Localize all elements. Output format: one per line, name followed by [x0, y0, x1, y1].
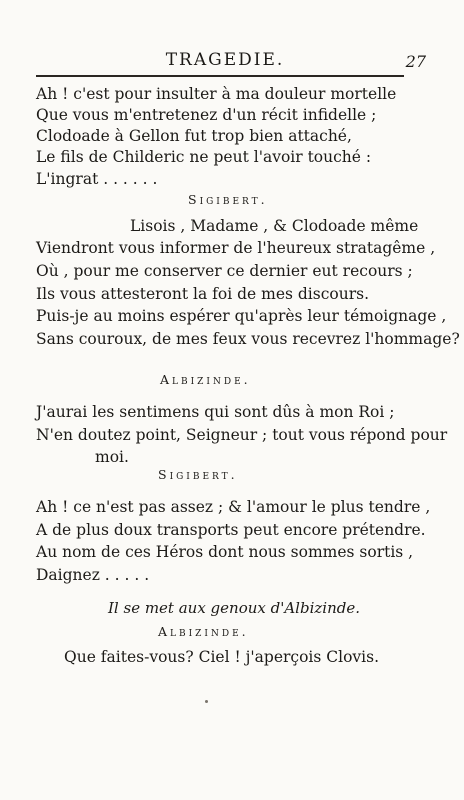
verse-line: Que faites-vous? Ciel ! j'aperçois Clovis. — [64, 648, 380, 666]
verse-line: Ils vous attesteront la foi de mes discours. — [36, 285, 369, 303]
verse-line: Où , pour me conserver ce dernier eut recours ; — [36, 262, 413, 280]
verse-line: A de plus doux transports peut encore prétendre. — [36, 521, 426, 539]
running-title: TRAGEDIE. — [165, 50, 285, 70]
verse-line: Que vous m'entretenez d'un récit infidelle ; — [36, 106, 377, 124]
verse-line: N'en doutez point, Seigneur ; tout vous répond pour — [36, 426, 448, 444]
speaker-name: Sigibert. — [158, 467, 238, 482]
header-rule — [36, 75, 404, 77]
page-number: 27 — [405, 52, 426, 71]
verse-line: Clodoade à Gellon fut trop bien attaché, — [36, 127, 352, 145]
speaker-name: Sigibert. — [188, 192, 268, 207]
verse-line: Ah ! ce n'est pas assez ; & l'amour le plus tendre , — [36, 498, 431, 516]
verse-line: Sans couroux, de mes feux vous recevrez l'hommage? — [36, 330, 460, 348]
verse-line: J'aurai les sentimens qui sont dûs à mon Roi ; — [36, 403, 395, 421]
verse-line: Viendront vous informer de l'heureux stratagême , — [36, 239, 436, 257]
verse-line: Daignez . . . . . — [36, 566, 150, 584]
verse-line: Le fils de Childeric ne peut l'avoir touché : — [36, 148, 372, 166]
page-header — [36, 50, 426, 76]
verse-line: Ah ! c'est pour insulter à ma douleur mortelle — [36, 85, 397, 103]
speaker-name: Albizinde. — [160, 372, 251, 387]
verse-line: moi. — [95, 448, 129, 466]
verse-line: L'ingrat . . . . . . — [36, 170, 158, 188]
verse-line: Lisois , Madame , & Clodoade même — [130, 217, 419, 235]
speaker-name: Albizinde. — [158, 624, 249, 639]
verse-line: Puis-je au moins espérer qu'après leur témoignage , — [36, 307, 447, 325]
stage-direction: Il se met aux genoux d'Albizinde. — [108, 599, 360, 617]
verse-line: Au nom de ces Héros dont nous sommes sortis , — [36, 543, 414, 561]
printer-mark — [205, 700, 208, 703]
